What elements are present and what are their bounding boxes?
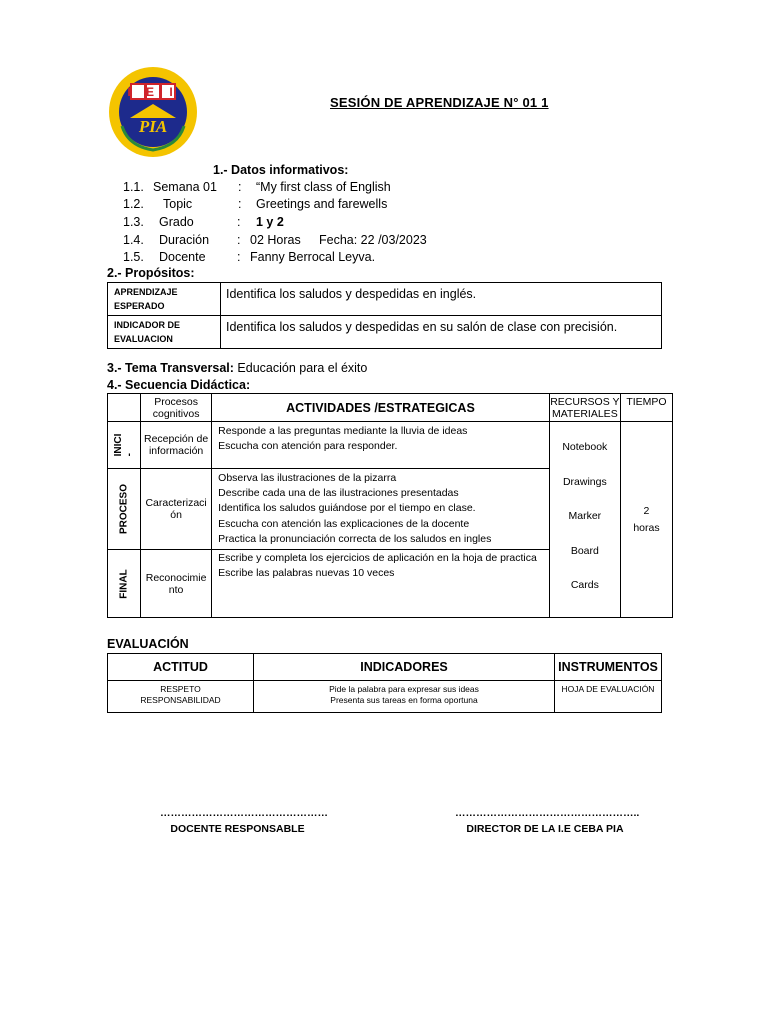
eval-header: INSTRUMENTOS <box>555 654 662 681</box>
school-logo <box>108 66 198 158</box>
signature-line: …………………………………………….. <box>455 807 640 819</box>
activities-cell: Escribe y completa los ejercicios de aplicación en la hoja de practica Escribe las palabras nuevas 10 veces <box>212 550 550 618</box>
header-recursos: RECURSOS Y MATERIALES <box>550 395 620 420</box>
eval-header: INDICADORES <box>254 654 555 681</box>
page-title: SESIÓN DE APRENDIZAJE N° 01 1 <box>330 95 549 110</box>
eval-actitud: RESPETO RESPONSABILIDAD <box>108 681 254 713</box>
phase-proceso: PROCESO <box>108 469 141 550</box>
table-row <box>108 654 662 681</box>
header-procesos: Procesos cognitivos <box>141 394 212 422</box>
recurso-item: Drawings <box>562 475 607 488</box>
eval-header: ACTITUD <box>108 654 254 681</box>
prop-value: Identifica los saludos y despedidas en inglés. <box>221 283 662 316</box>
table-row <box>108 283 662 316</box>
proceso-cell: Caracterizaci ón <box>141 469 212 550</box>
tiempo-cell: 2 horas <box>620 422 672 618</box>
logo-monogram: PIA <box>138 117 168 136</box>
prop-label: INDICADOR DE EVALUACION <box>108 316 221 349</box>
table-row <box>108 681 662 713</box>
secuencia-heading: 4.- Secuencia Didáctica: <box>107 378 251 392</box>
signature-line: ………………………………………… <box>160 807 328 819</box>
proceso-cell: Recepción de información <box>141 422 212 469</box>
signature-role: DIRECTOR DE LA I.E CEBA PIA <box>466 823 624 835</box>
recurso-item: Board <box>570 544 599 557</box>
table-row <box>108 394 673 422</box>
secuencia-table <box>107 393 673 618</box>
informativos-heading: 1.- Datos informativos: <box>213 163 349 177</box>
header-tiempo: TIEMPO <box>620 394 672 422</box>
evaluacion-heading: EVALUACIÓN <box>107 637 189 651</box>
phase-final: FINAL <box>108 550 141 618</box>
header-actividades: ACTIVIDADES /ESTRATEGICAS <box>212 394 550 422</box>
table-row <box>108 316 662 349</box>
recurso-item: Marker <box>568 510 602 522</box>
activities-cell: Responde a las preguntas mediante la lluvia de ideas Escucha con atención para responder. <box>212 422 550 469</box>
proceso-cell: Reconocimie nto <box>141 550 212 618</box>
evaluacion-table <box>107 653 662 713</box>
tema-transversal: 3.- Tema Transversal: Educación para el éxito <box>107 361 368 375</box>
propositos-heading: 2.- Propósitos: <box>107 266 195 280</box>
prop-value: Identifica los saludos y despedidas en su salón de clase con precisión. <box>221 316 662 349</box>
recursos-cell <box>549 422 620 618</box>
signature-role: DOCENTE RESPONSABLE <box>170 823 305 835</box>
recurso-item: Cards <box>570 579 599 591</box>
tema-value: Educación para el éxito <box>237 361 368 375</box>
eval-instrumentos: HOJA DE EVALUACIÓN <box>555 681 662 713</box>
eval-indicadores: Pide la palabra para expresar sus ideas Presenta sus tareas en forma oportuna <box>254 681 555 713</box>
phase-inicio: INICI - <box>108 422 141 469</box>
prop-label: APRENDIZAJE ESPERADO <box>108 283 221 316</box>
propositos-table <box>107 282 662 349</box>
recurso-item: Notebook <box>562 441 608 453</box>
table-row <box>108 422 673 469</box>
logo-badge-text: I E I <box>127 85 179 99</box>
activities-cell: Observa las ilustraciones de la pizarra Describe cada una de las ilustraciones presentadas Identifica los saludos guiándose por el tiempo en clase. Escucha con atención las explicaciones de la docente Practica la pronunciación correcta de los saludos en ingles <box>212 469 550 550</box>
